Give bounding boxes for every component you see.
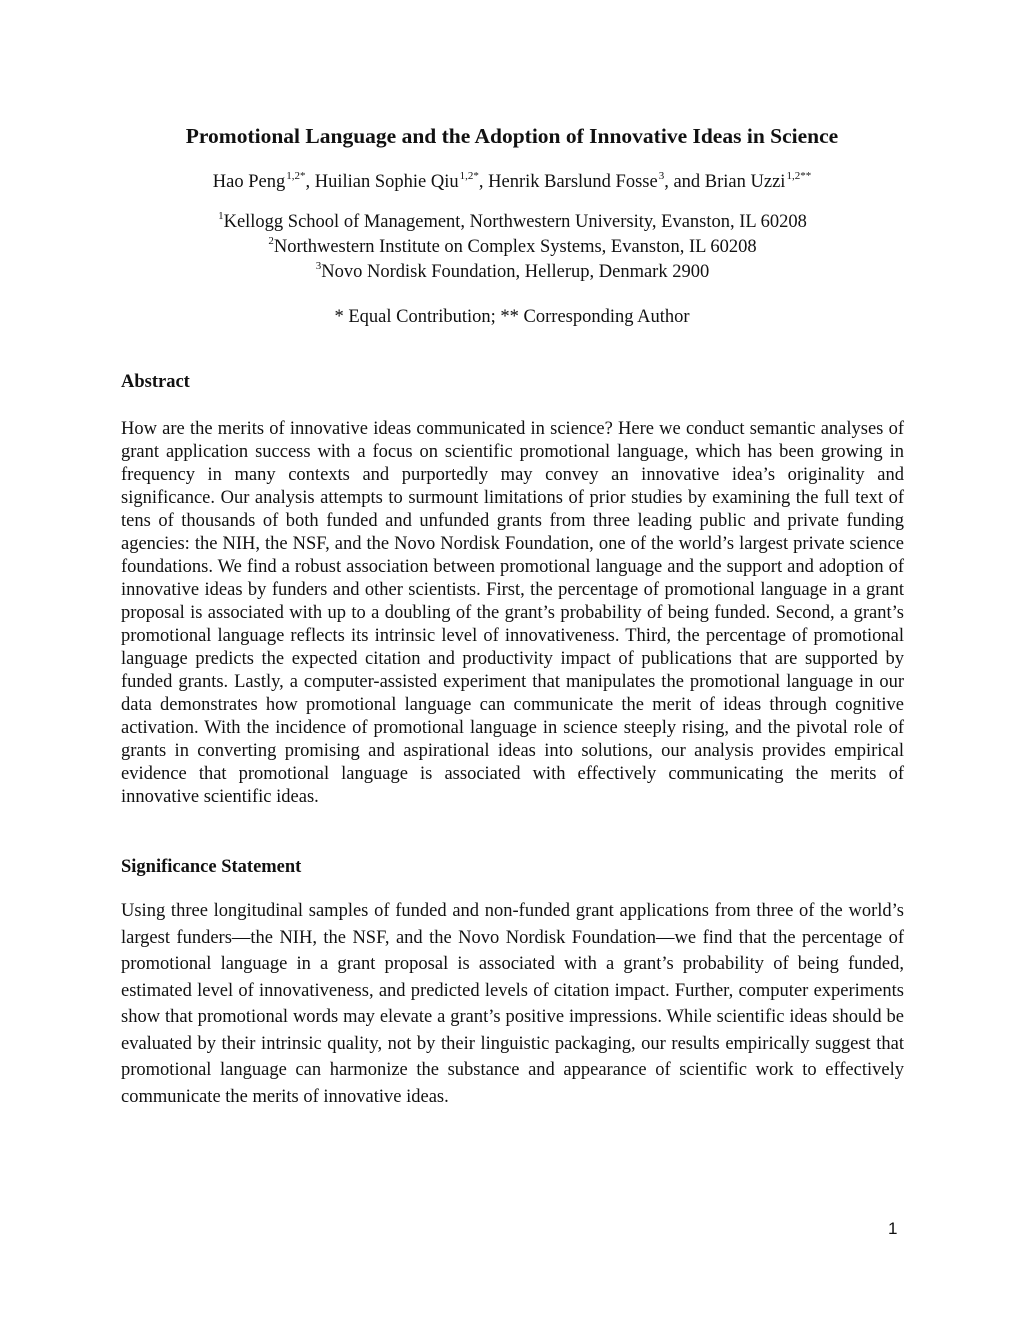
- affiliation-text: Novo Nordisk Foundation, Hellerup, Denmark 2900: [321, 262, 710, 282]
- affiliation-mark: 2: [268, 235, 274, 247]
- author-affiliation-mark: 1,2**: [786, 170, 812, 182]
- author-separator: , and: [664, 172, 705, 192]
- author-affiliation-mark: 3: [658, 170, 665, 182]
- affiliation-line: [0, 236, 1024, 261]
- affiliation-list: [0, 211, 1024, 286]
- page-number: 1: [888, 1219, 898, 1238]
- author-list: [0, 169, 1024, 197]
- affiliation-mark: 3: [315, 260, 322, 272]
- affiliation-text: Kellogg School of Management, Northwestern University, Evanston, IL 60208: [223, 212, 807, 232]
- author-affiliation-mark: 1,2*: [286, 170, 306, 182]
- author-name: Brian Uzzi: [704, 172, 786, 192]
- author-name: Henrik Barslund Fosse: [488, 172, 658, 192]
- affiliation-text: Northwestern Institute on Complex Systems, Evanston, IL 60208: [273, 237, 757, 257]
- significance-heading: Significance Statement: [121, 857, 302, 877]
- contribution-note: * Equal Contribution; ** Corresponding Author: [334, 307, 690, 327]
- affiliation-mark: 1: [218, 210, 224, 222]
- author-name: Hao Peng: [212, 172, 286, 192]
- abstract-heading: Abstract: [121, 372, 190, 392]
- abstract-paragraph: How are the merits of innovative ideas communicated in science? Here we conduct semantic analyses of grant application success with a focus on scientific promotional language, which has been growing in frequency in many contexts and purportedly may convey an innovative idea’s originality and significance. Our analysis attempts to surmount limitations of prior studies by examining the full text of tens of thousands of both funded and unfunded grants from three leading public and private funding agencies: the NIH, the NSF, and the Novo Nordisk Foundation, one of the world’s largest private science foundations. We find a robust association between promotional language and the support and adoption of innovative ideas by funders and other scientists. First, the percentage of promotional language in a grant proposal is associated with up to a doubling of the grant’s probability of being funded. Second, a grant’s promotional language reflects its intrinsic level of innovativeness. Third, the percentage of promotional language predicts the expected citation and productivity impact of publications that are supported by funded grants. Lastly, a computer-assisted experiment that manipulates the promotional language in our data demonstrates how promotional language can communicate the merit of ideas through cognitive activation. With the incidence of promotional language in science steeply rising, and the pivotal role of grants in converting promising and aspirational ideas into solutions, our analysis provides empirical evidence that promotional language is associated with effectively communicating the merits of innovative scientific ideas.: [121, 419, 904, 807]
- author-name: Huilian Sophie Qiu: [314, 172, 459, 192]
- significance-paragraph: Using three longitudinal samples of funded and non-funded grant applications from three of the world’s largest funders—the NIH, the NSF, and the Novo Nordisk Foundation—we find that the percentage of promotional language in a grant proposal is associated with a grant’s probability of being funded, estimated level of innovativeness, and predicted levels of citation impact. Further, computer experiments show that promotional words may elevate a grant’s positive impressions. While scientific ideas should be evaluated by their intrinsic quality, not by their linguistic packaging, our results empirically suggest that promotional language can harmonize the substance and appearance of scientific work to effectively communicate the merits of innovative ideas.: [121, 901, 904, 1107]
- affiliation-line: [0, 261, 1024, 286]
- paper-title: Promotional Language and the Adoption of Innovative Ideas in Science: [185, 124, 839, 148]
- author-affiliation-mark: 1,2*: [459, 170, 479, 182]
- author-separator: ,: [305, 172, 315, 192]
- author-separator: ,: [478, 172, 489, 192]
- affiliation-line: [0, 211, 1024, 236]
